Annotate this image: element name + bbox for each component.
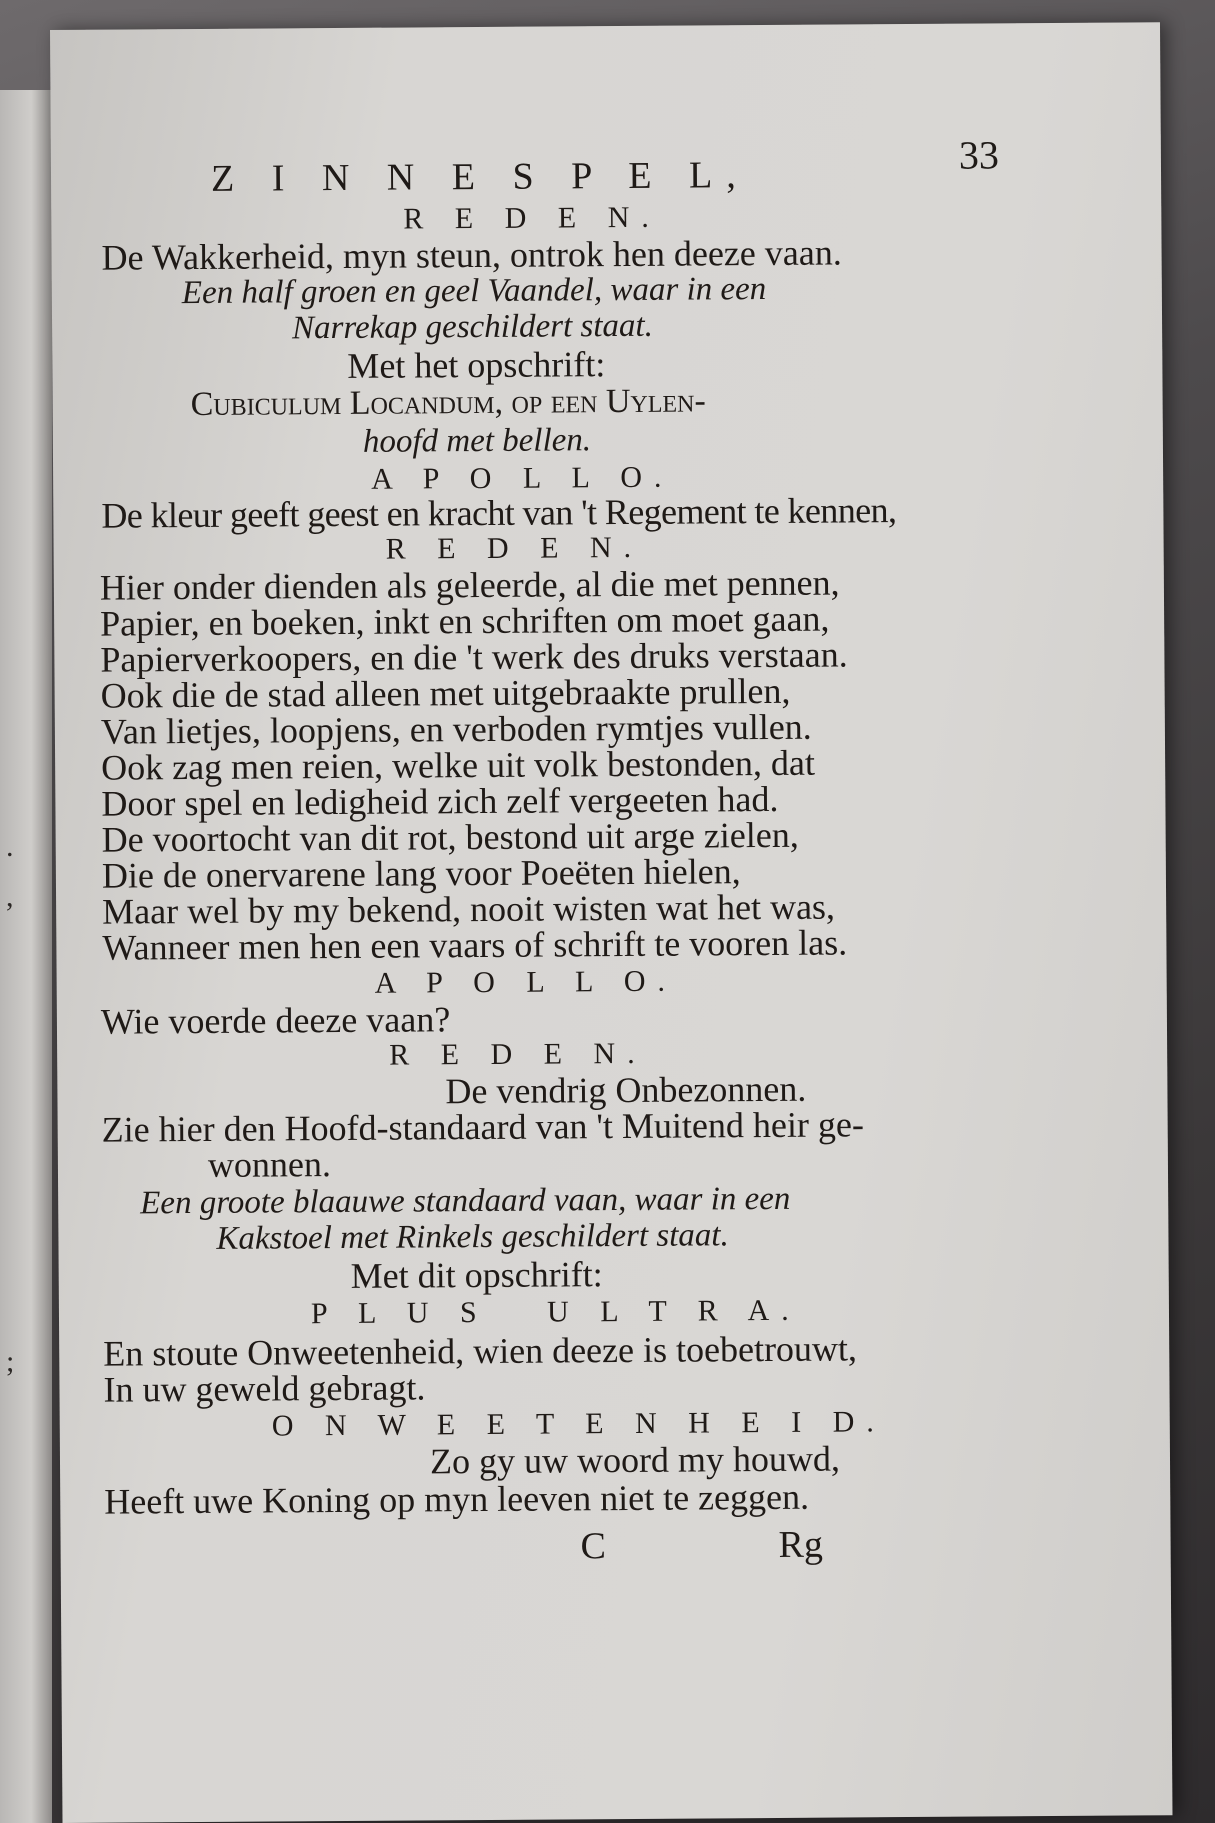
speaker-name: R E D E N. xyxy=(403,200,661,236)
running-head: Z I N N E S P E L, xyxy=(210,154,750,200)
speaker-name: R E D E N. xyxy=(385,530,644,566)
facing-page-mark: , xyxy=(6,880,14,913)
verse-line: De vendrig Onbezonnen. xyxy=(445,1068,807,1112)
facing-page-mark: ; xyxy=(6,1345,15,1378)
verse-line: In uw geweld gebragt. xyxy=(103,1367,426,1410)
stage-direction: hoofd met bellen. xyxy=(362,422,592,460)
page-number: 33 xyxy=(958,132,1000,178)
book-page xyxy=(50,22,1172,1823)
verse-line: Wanneer men hen een vaars of schrift te vooren las. xyxy=(102,922,848,968)
verse-line: wonnen. xyxy=(207,1144,332,1185)
facing-page-edge xyxy=(0,90,52,1823)
banner-motto: P L U S U L T R A. xyxy=(310,1293,801,1331)
verse-line: Maar wel by my bekend, nooit wisten wat het was, xyxy=(102,886,836,932)
banner-motto: Cubiculum Locandum, op een Uylen- xyxy=(190,382,706,424)
verse-line: Ook die de stad alleen met uitgebraakte prullen, xyxy=(100,670,791,716)
stage-direction: Een groote blaauwe standaard vaan, waar in een xyxy=(140,1180,791,1222)
verse-line: Door spel en ledigheid zich zelf vergeeten had. xyxy=(101,778,779,824)
speaker-name: A P O L L O. xyxy=(371,460,674,496)
facing-page-mark: . xyxy=(6,830,14,863)
signature-mark: C xyxy=(580,1525,607,1568)
stage-direction: Kakstoel met Rinkels geschildert staat. xyxy=(216,1217,729,1257)
verse-line: En stoute Onweetenheid, wien deeze is toebetrouwt, xyxy=(103,1328,858,1374)
stage-direction: Met dit opschrift: xyxy=(350,1254,603,1296)
verse-line: De kleur geeft geest en kracht van 't Regement te kennen, xyxy=(101,490,897,536)
verse-line: Papierverkoopers, en die 't werk des druks verstaan. xyxy=(100,634,848,680)
stage-direction: Narrekap geschildert staat. xyxy=(291,307,654,347)
speaker-name: R E D E N. xyxy=(389,1036,647,1072)
speaker-name: O N W E E T E N H E I D. xyxy=(271,1405,886,1443)
verse-line: Zo gy uw woord my houwd, xyxy=(429,1438,841,1482)
verse-line: Ook zag men reien, welke uit volk bestonden, dat xyxy=(101,742,816,788)
verse-line: Hier onder dienden als geleerde, al die met pennen, xyxy=(99,562,840,608)
stage-direction: Een half groen en geel Vaandel, waar in een xyxy=(181,271,767,312)
verse-line: Wie voerde deeze vaan? xyxy=(100,999,451,1042)
verse-line: Heeft uwe Koning op myn leeven niet te zeggen. xyxy=(104,1476,810,1522)
verse-line: Zie hier den Hoofd-standaard van 't Muitend heir ge- xyxy=(101,1104,865,1150)
verse-line: Van lietjes, loopjens, en verboden rymtjes vullen. xyxy=(100,706,812,752)
catchword: Rg xyxy=(778,1523,824,1566)
stage-direction: Met het opschrift: xyxy=(347,344,606,386)
verse-line: Papier, en boeken, inkt en schriften om moet gaan, xyxy=(100,598,830,644)
verse-line: De voortocht van dit rot, bestond uit arge zielen, xyxy=(101,814,799,860)
verse-line: De Wakkerheid, myn steun, ontrok hen deeze vaan. xyxy=(101,232,842,278)
speaker-name: A P O L L O. xyxy=(374,964,678,1000)
verse-line: Die de onervarene lang voor Poeëten hielen, xyxy=(101,851,741,896)
